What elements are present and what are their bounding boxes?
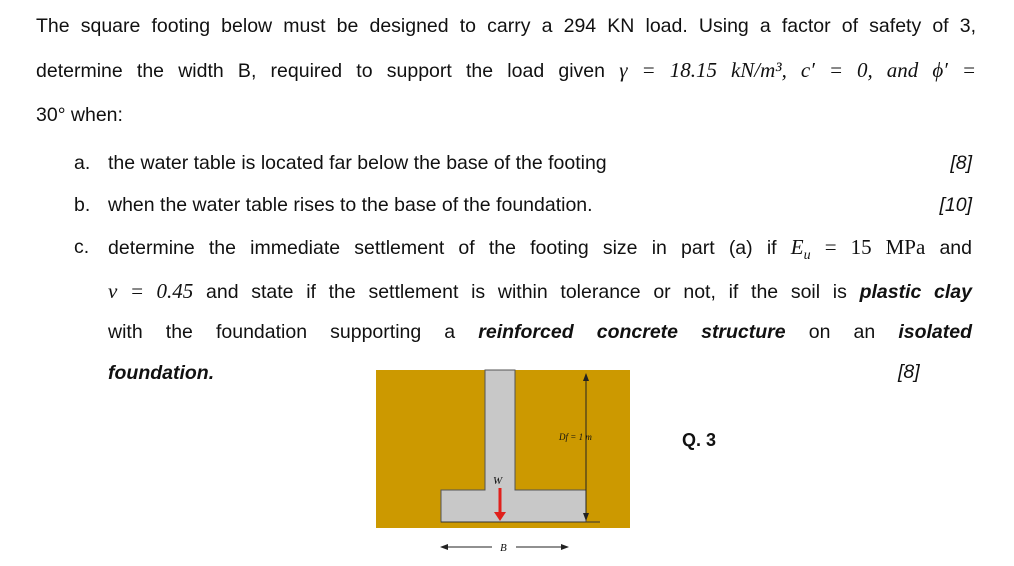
part-c-text-d: with the foundation supporting a xyxy=(108,321,456,343)
part-c-text-c: and state if the settlement is within tolerance or not, if the soil is xyxy=(206,281,847,303)
part-b-marks: [10] xyxy=(939,194,972,216)
load-label: W xyxy=(493,475,503,487)
part-c-label: c. xyxy=(74,236,90,258)
eu-subscript: u xyxy=(803,248,811,264)
question-number: Q. 3 xyxy=(682,430,717,450)
part-a-text: the water table is located far below the base of the footing xyxy=(108,152,607,174)
poisson-ratio: v = 0.45 xyxy=(108,279,194,303)
reinforced-concrete-structure: reinforced concrete structure xyxy=(478,321,786,343)
b-label: B xyxy=(500,542,507,554)
intro-line-2-text: determine the width B, required to support the load given xyxy=(36,60,605,82)
part-c-text-b: and xyxy=(939,237,972,259)
part-c-text-a: determine the immediate settlement of the footing size in part (a) if xyxy=(108,237,777,259)
part-b-label: b. xyxy=(74,194,91,216)
intro-line-3: 30° when: xyxy=(36,104,123,126)
intro-line-1: The square footing below must be designed to carry a 294 KN load. Using a factor of safety of 3, xyxy=(36,15,976,37)
eu-letter: E xyxy=(790,235,804,259)
df-label: Df = 1 m xyxy=(559,432,592,442)
part-c-marks: [8] xyxy=(898,361,920,383)
part-a-label: a. xyxy=(74,152,91,174)
isolated: isolated xyxy=(898,321,973,343)
plastic-clay: plastic clay xyxy=(859,281,973,303)
soil-parameters: γ = 18.15 kN/m³, c′ = 0, and ϕ′ = xyxy=(619,58,976,82)
eu-value: = 15 MPa xyxy=(824,235,926,259)
part-c-text-e: on an xyxy=(808,321,876,343)
part-a-marks: [8] xyxy=(950,152,972,174)
part-b-text: when the water table rises to the base of the foundation. xyxy=(108,194,593,216)
foundation-word: foundation. xyxy=(108,362,215,384)
